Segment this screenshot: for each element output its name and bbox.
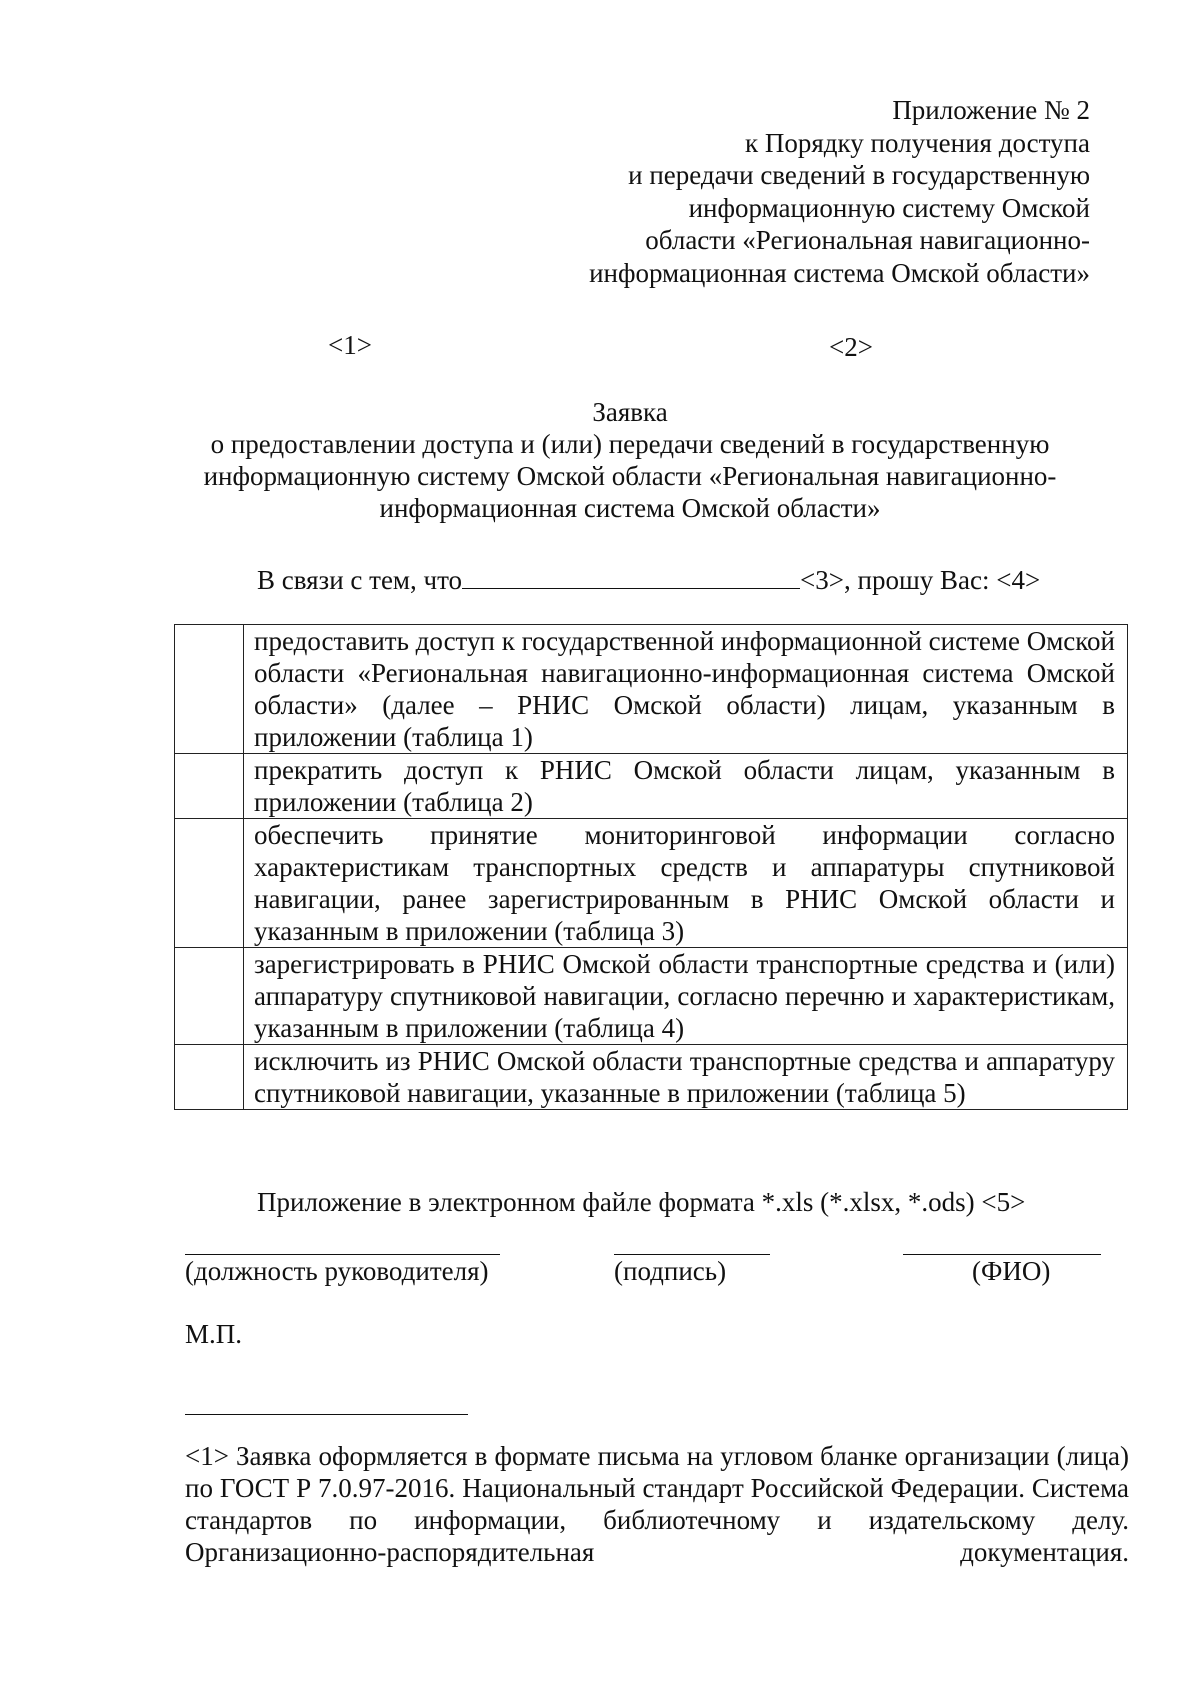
option-text: прекратить доступ к РНИС Омской области лицам, указанным в приложении (таблица 2)	[244, 754, 1128, 819]
table-row	[175, 754, 1128, 819]
document-title	[150, 396, 1110, 524]
appendix-header	[589, 94, 1090, 289]
request-options-table	[174, 624, 1128, 1110]
marker-1: <1>	[328, 330, 372, 360]
header-line: Приложение № 2	[892, 95, 1090, 125]
header-line: информационную систему Омской	[688, 192, 1090, 223]
name-label: (ФИО)	[972, 1256, 1051, 1286]
option-text: обеспечить принятие мониторинговой информации согласно характеристикам транспортных средств и аппаратуры спутниковой навигации, ранее зарегистрированным в РНИС Омской области и указанным в приложении (таблица 3)	[244, 819, 1128, 948]
attachment-note: Приложение в электронном файле формата *.xls (*.xlsx, *.ods) <5>	[257, 1187, 1026, 1217]
header-line: информационная система Омской области»	[589, 257, 1090, 288]
option-checkbox-cell[interactable]	[175, 625, 244, 754]
option-checkbox-cell[interactable]	[175, 948, 244, 1045]
option-checkbox-cell[interactable]	[175, 754, 244, 819]
option-text: предоставить доступ к государственной информационной системе Омской области «Региональная навигационно-информационная система Омской области» (далее – РНИС Омской области) лицам, указанным в приложении (таблица 1)	[244, 625, 1128, 754]
footnote-1: <1> Заявка оформляется в формате письма на угловом бланке организации (лица) по ГОСТ Р 7.0.97-2016. Национальный стандарт Российской Федерации. Система стандартов по информации, библиотечному и издательскому делу. Организационно-распорядительная документация.	[185, 1441, 1129, 1567]
footnote-separator	[185, 1414, 468, 1415]
title-line: о предоставлении доступа и (или) передачи сведений в государственную	[210, 429, 1050, 459]
table-row	[175, 625, 1128, 754]
title-heading: Заявка	[592, 397, 668, 427]
table-row	[175, 1045, 1128, 1110]
option-checkbox-cell[interactable]	[175, 819, 244, 948]
option-checkbox-cell[interactable]	[175, 1045, 244, 1110]
marker-2: <2>	[829, 332, 873, 362]
option-text: исключить из РНИС Омской области транспортные средства и аппаратуру спутниковой навигации, указанные в приложении (таблица 5)	[244, 1045, 1128, 1110]
title-line: информационную систему Омской области «Региональная навигационно-	[203, 461, 1057, 491]
table-row	[175, 819, 1128, 948]
title-line: информационная система Омской области»	[379, 493, 881, 523]
header-line: к Порядку получения доступа	[745, 127, 1090, 158]
option-text: зарегистрировать в РНИС Омской области транспортные средства и (или) аппаратуру спутниковой навигации, согласно перечню и характеристикам, указанным в приложении (таблица 4)	[244, 948, 1128, 1045]
signature-label: (подпись)	[614, 1256, 727, 1286]
stamp-place: М.П.	[185, 1319, 243, 1349]
reason-line	[257, 560, 1040, 597]
reason-prefix: В связи с тем, что	[257, 565, 463, 595]
header-line: и передачи сведений в государственную	[628, 160, 1090, 190]
position-label: (должность руководителя)	[185, 1256, 489, 1286]
reason-suffix: <3>, прошу Вас: <4>	[800, 565, 1041, 595]
header-line: области «Региональная навигационно-	[645, 225, 1090, 255]
table-row	[175, 948, 1128, 1045]
reason-blank-field[interactable]	[462, 560, 800, 589]
